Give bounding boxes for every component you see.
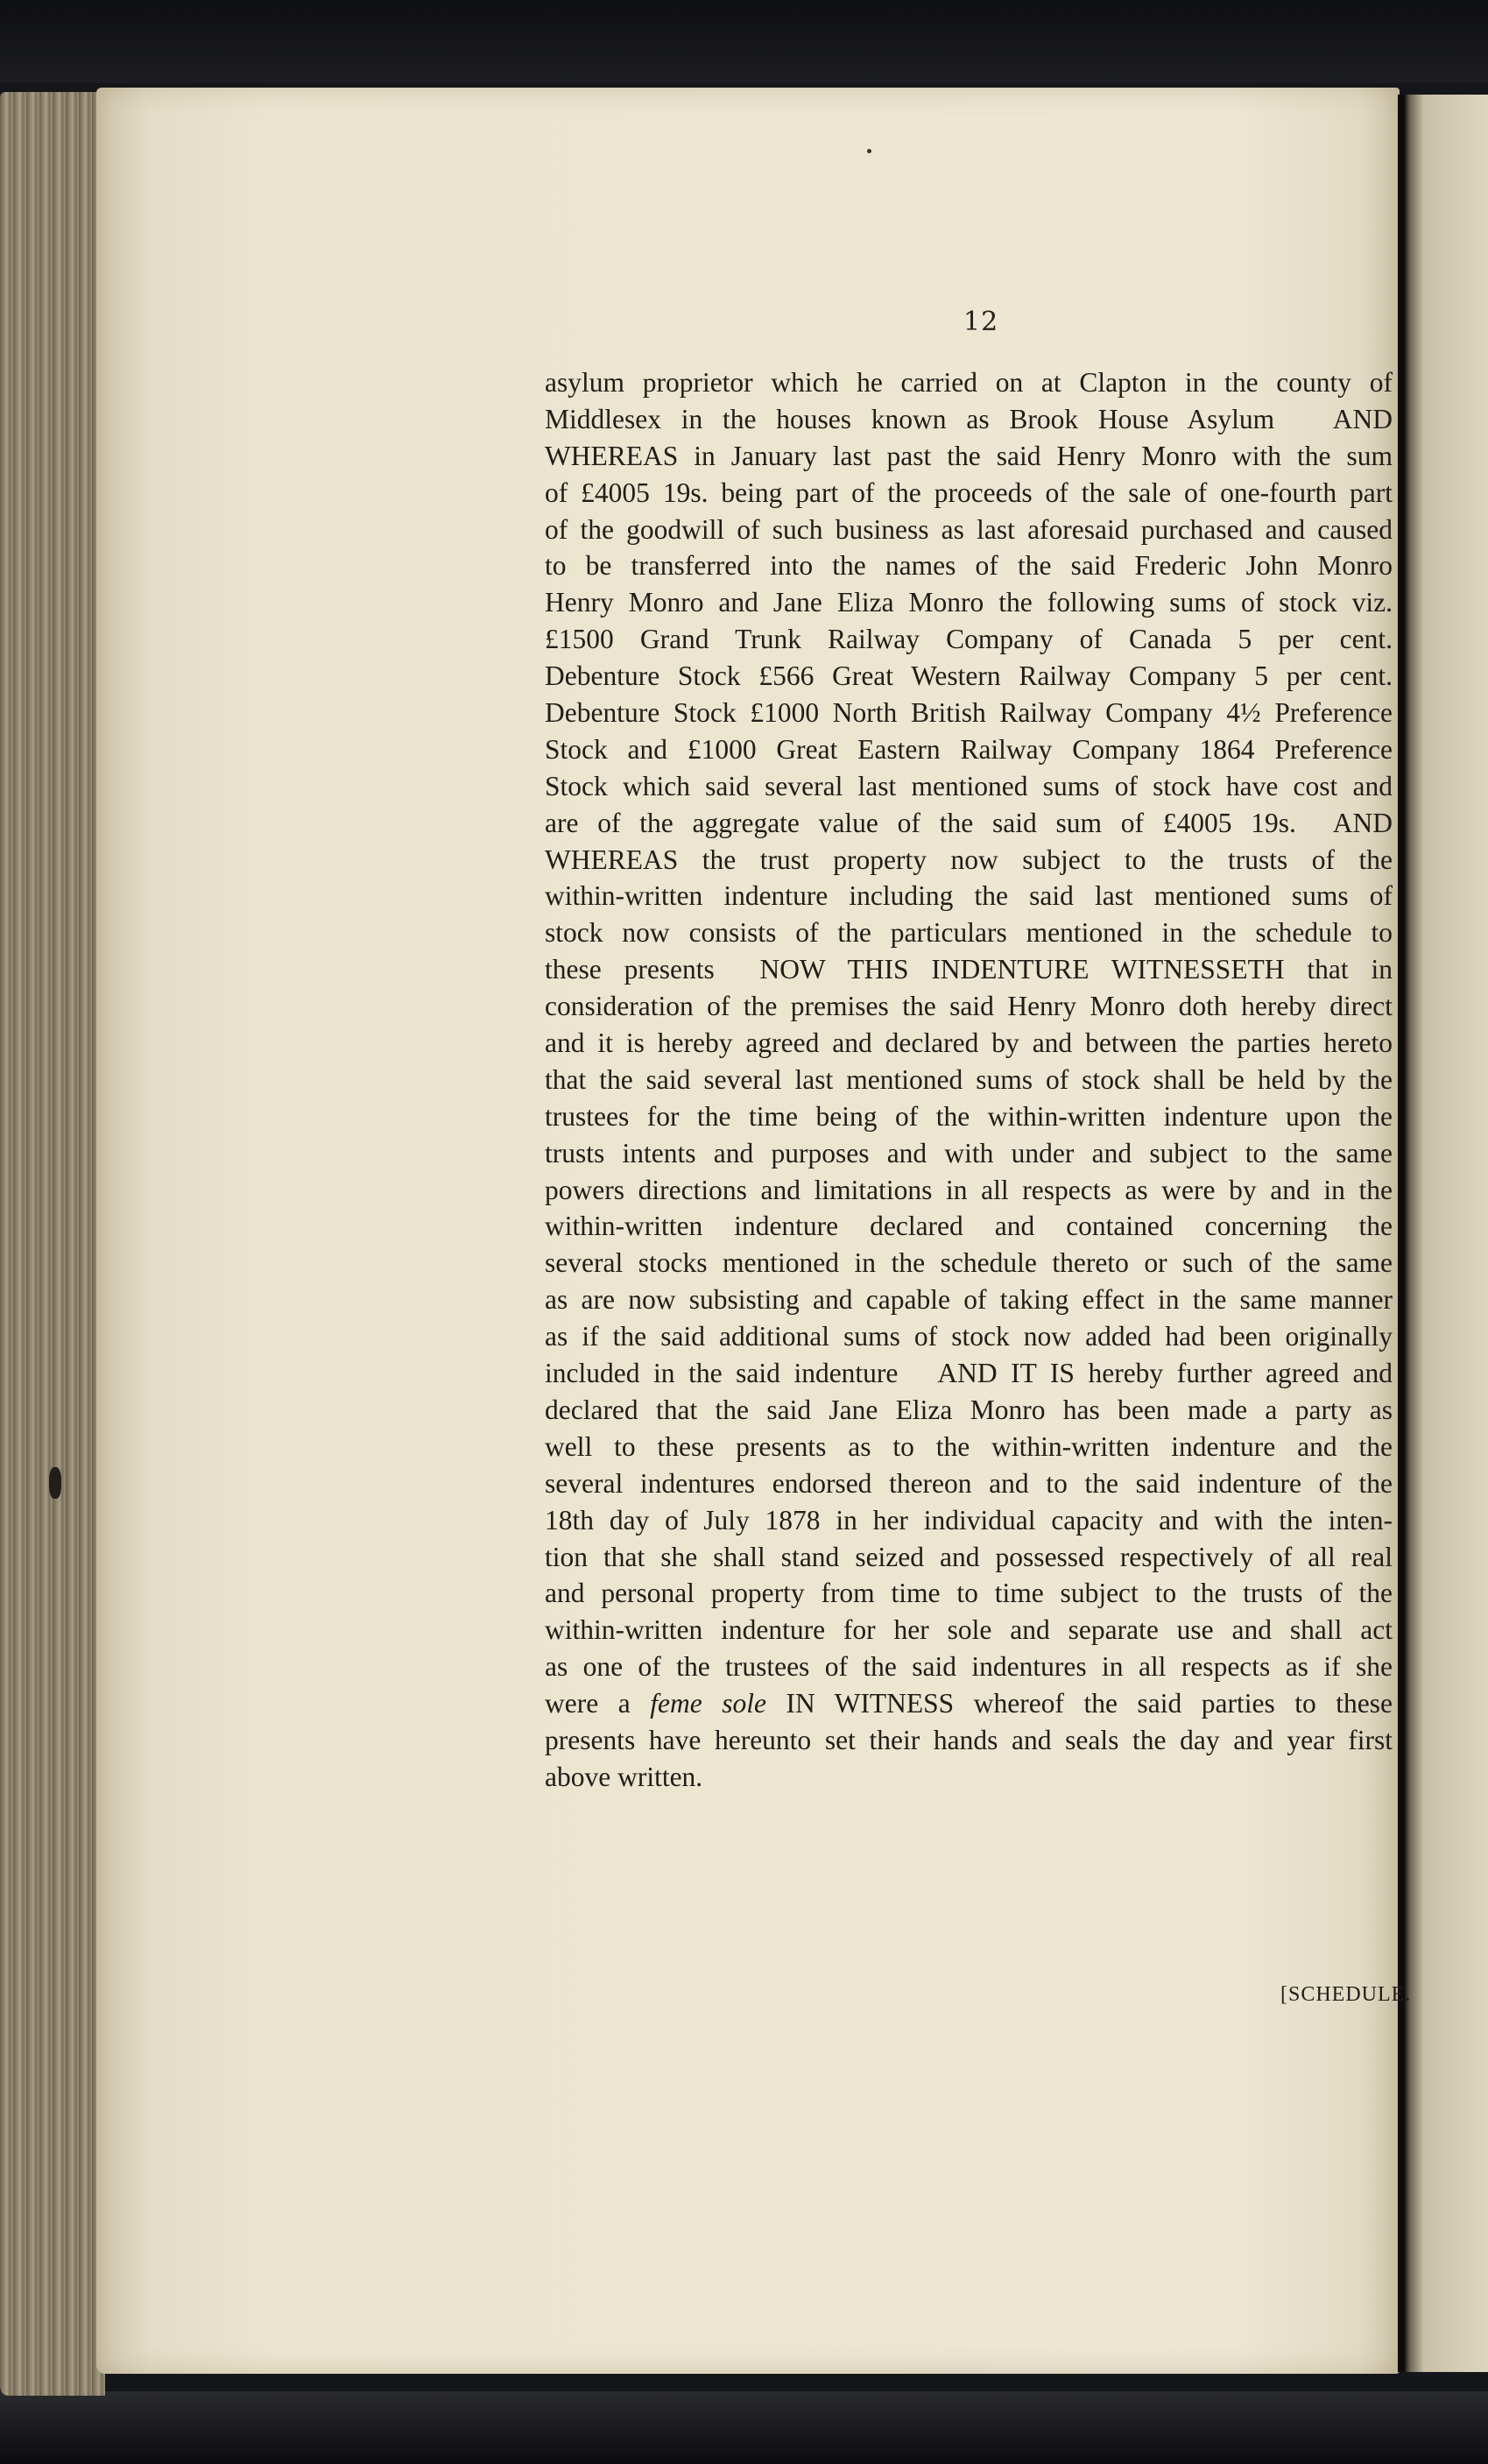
paper-speck [867,149,871,153]
text-line: Debenture Stock £566 Great Western Railway Company 5 per cent. [545,660,1393,692]
italic-term: feme sole [650,1688,766,1719]
scan-background-top [0,0,1488,83]
text-line: that the said several last mentioned sums of stock shall be held by the [545,1063,1393,1095]
text-line: stock now consists of the particulars mentioned in the schedule to [545,917,1393,949]
text-line: several indentures endorsed thereon and to the said indenture of the [545,1467,1393,1499]
text-line: well to these presents as to the within-written indenture and the [545,1430,1393,1462]
indenture-text [545,364,1393,1796]
text-line: and it is hereby agreed and declared by and between the parties hereto [545,1027,1393,1059]
text-line: of the goodwill of such business as last aforesaid purchased and caused [545,513,1393,545]
text-line: as one of the trustees of the said indentures in all respects as if she [545,1651,1393,1683]
text-line: several stocks mentioned in the schedule thereto or such of the same [545,1247,1393,1279]
text-line: within-written indenture including the said last mentioned sums of [545,880,1393,912]
text-line: trustees for the time being of the within-written indenture upon the [545,1100,1393,1132]
text-line: within-written indenture declared and contained concerning the [545,1211,1393,1242]
text-line: of £4005 19s. being part of the proceeds of the sale of one-fourth part [545,477,1393,508]
text-line: Debenture Stock £1000 North British Railway Company 4½ Preference [545,697,1393,729]
text-line: above written. [545,1761,703,1792]
text-line: asylum proprietor which he carried on at Clapton in the county of [545,367,1393,398]
text-line: trusts intents and purposes and with under and subject to the same [545,1137,1393,1168]
text-line: consideration of the premises the said Henry Monro doth hereby direct [545,991,1393,1022]
binding-gutter [1398,95,1405,2372]
text-line: powers directions and limitations in all respects as were by and in the [545,1174,1393,1205]
text-line: as if the said additional sums of stock now added had been originally [545,1321,1393,1352]
text-line: declared that the said Jane Eliza Monro has been made a party as [545,1394,1393,1425]
text-line: and personal property from time to time subject to the trusts of the [545,1578,1393,1609]
text-line: Stock which said several last mentioned sums of stock have cost and [545,770,1393,801]
text-line: to be transferred into the names of the said Frederic John Monro [545,550,1393,582]
text-line: 18th day of July 1878 in her individual capacity and with the inten- [545,1504,1393,1536]
scan-background-bottom [0,2391,1488,2464]
text-line: presents have hereunto set their hands and seals the day and year first [545,1724,1393,1755]
text-fragment: were a [545,1688,651,1719]
text-line: WHEREAS in January last past the said Henry Monro with the sum [545,440,1393,471]
binding-mark [49,1467,61,1499]
text-line: WHEREAS the trust property now subject to the trusts of the [545,844,1393,875]
text-line: are of the aggregate value of the said sum of £4005 19s. AND [545,807,1393,838]
facing-page-edge [1405,95,1488,2372]
catchword: [SCHEDULE. [1280,1983,1412,2006]
text-line: tion that she shall stand seized and possessed respectively of all real [545,1541,1393,1572]
text-line: included in the said indenture AND IT IS hereby further agreed and [545,1358,1393,1389]
text-line: these presents NOW THIS INDENTURE WITNESSETH that in [545,954,1393,985]
book-page-edges [0,92,105,2396]
text-line: within-written indenture for her sole and separate use and shall act [545,1614,1393,1646]
text-line: as are now subsisting and capable of taking effect in the same manner [545,1284,1393,1316]
text-line: Henry Monro and Jane Eliza Monro the following sums of stock viz. [545,587,1393,618]
page-number: 12 [963,307,999,337]
text-line: Stock and £1000 Great Eastern Railway Company 1864 Preference [545,733,1393,765]
text-line: £1500 Grand Trunk Railway Company of Canada 5 per cent. [545,624,1393,655]
text-line: Middlesex in the houses known as Brook House Asylum AND [545,403,1393,434]
text-line-feme-sole [545,1685,1393,1722]
text-fragment: IN WITNESS whereof the said parties to these [765,1688,1393,1719]
